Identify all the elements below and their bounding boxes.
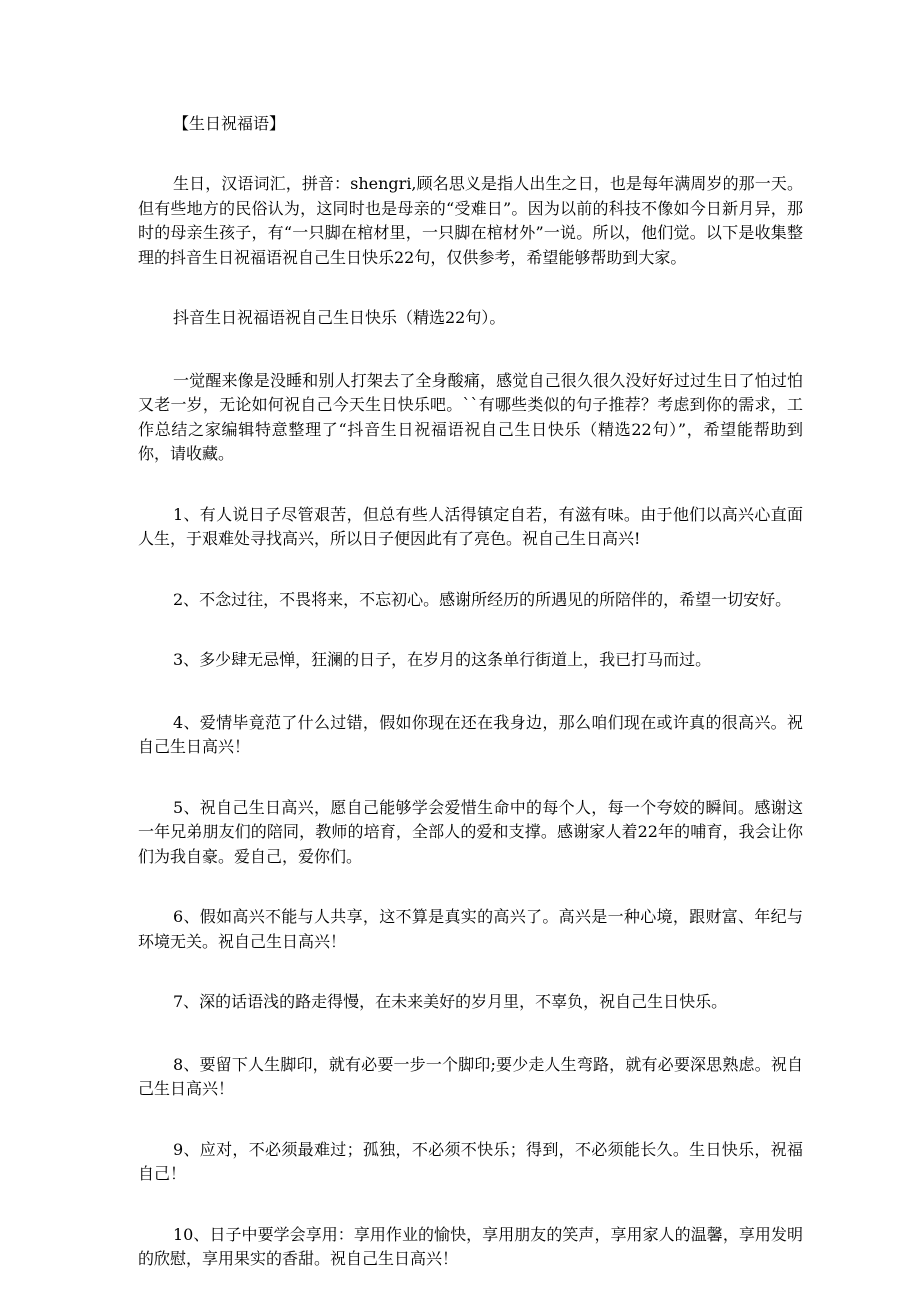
intro-paragraph: 生日，汉语词汇，拼音：shengri,顾名思义是指人出生之日，也是每年满周岁的那一天。但有些地方的民俗认为，这同时也是母亲的“受难日”。因为以前的科技不像如今日新月异，那时的母亲生孩子，有“一只脚在棺材里，一只脚在棺材外”一说。所以，他们觉。以下是收集整理的抖音生日祝福语祝自己生日快乐22句，仅供参考，希望能够帮助到大家。 <box>138 174 803 267</box>
list-item: 8、要留下人生脚印，就有必要一步一个脚印;要少走人生弯路，就有必要深思熟虑。祝自己生日高兴！ <box>138 1054 803 1098</box>
list-item: 9、应对，不必须最难过；孤独，不必须不快乐；得到，不必须能长久。生日快乐，祝福自己！ <box>138 1139 803 1183</box>
subtitle-paragraph: 抖音生日祝福语祝自己生日快乐（精选22句）。 <box>173 308 506 327</box>
list-item: 1、有人说日子尽管艰苦，但总有些人活得镇定自若，有滋有味。由于他们以高兴心直面人生，于艰难处寻找高兴，所以日子便因此有了亮色。祝自己生日高兴! <box>138 504 803 548</box>
list-item: 10、日子中要学会享用：享用作业的愉快，享用朋友的笑声，享用家人的温馨，享用发明的欣慰，享用果实的香甜。祝自己生日高兴！ <box>138 1224 803 1268</box>
document-page <box>138 113 803 1308</box>
list-item: 7、深的话语浅的路走得慢，在未来美好的岁月里，不辜负，祝自己生日快乐。 <box>173 992 728 1011</box>
list-item: 3、多少肆无忌惮，狂澜的日子，在岁月的这条单行街道上，我已打马而过。 <box>173 650 712 669</box>
list-item: 6、假如高兴不能与人共享，这不算是真实的高兴了。高兴是一种心境，跟财富、年纪与环境无关。祝自己生日高兴！ <box>138 907 803 951</box>
preface-paragraph: 一觉醒来像是没睡和别人打架去了全身酸痛，感觉自己很久很久没好好过过生日了怕过怕又老一岁，无论如何祝自己今天生日快乐吧。``有哪些类似的句子推荐？考虑到你的需求，工作总结之家编辑特意整理了“抖音生日祝福语祝自己生日快乐（精选22句）”，希望能帮助到你，请收藏。 <box>138 370 803 463</box>
document-title: 【生日祝福语】 <box>173 114 286 133</box>
list-item: 2、不念过往，不畏将来，不忘初心。感谢所经历的所遇见的所陪伴的，希望一切安好。 <box>173 589 792 609</box>
list-item: 5、祝自己生日高兴，愿自己能够学会爱惜生命中的每个人，每一个夸姣的瞬间。感谢这一年兄弟朋友们的陪同，教师的培育，全部人的爱和支撑。感谢家人着22年的哺育，我会让你们为我自豪。爱自己，爱你们。 <box>138 797 803 866</box>
list-item: 4、爱情毕竟范了什么过错，假如你现在还在我身边，那么咱们现在或许真的很高兴。祝自己生日高兴！ <box>138 712 803 756</box>
